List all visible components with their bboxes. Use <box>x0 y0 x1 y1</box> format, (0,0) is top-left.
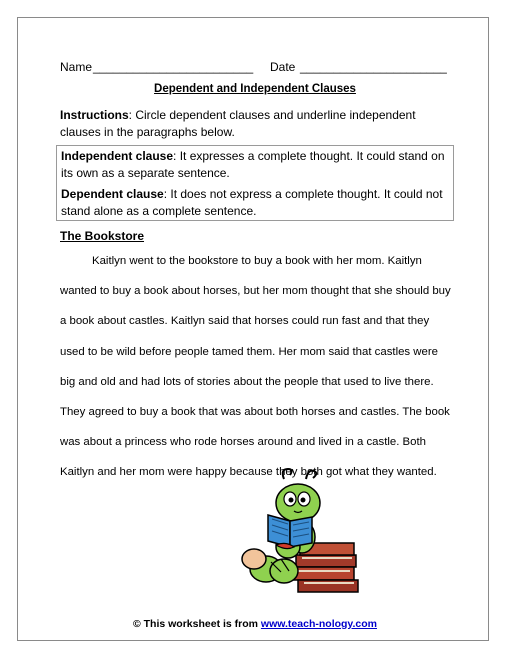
date-label: Date <box>270 60 296 74</box>
footer <box>0 618 510 630</box>
independent-definition <box>61 148 449 182</box>
independent-text: : It expresses a complete thought. It could stand on its own as a separate sentence. <box>61 149 445 180</box>
dependent-definition <box>61 186 449 220</box>
definitions-box <box>56 145 454 221</box>
worksheet-title: Dependent and Independent Clauses <box>154 83 356 95</box>
date-blank[interactable]: ______________________ <box>300 60 447 74</box>
instructions-text: : Circle dependent clauses and underline independent clauses in the paragraphs below. <box>60 108 416 139</box>
name-blank[interactable]: ________________________ <box>93 60 254 74</box>
footer-link[interactable]: www.teach-nology.com <box>260 618 378 630</box>
dependent-term: Dependent clause <box>61 187 164 201</box>
footer-text: © This worksheet is from <box>132 618 261 630</box>
story-title: The Bookstore <box>60 229 145 243</box>
name-label: Name <box>60 60 93 74</box>
bookworm-reading-illustration <box>226 467 366 595</box>
instructions-label: Instructions <box>60 108 129 122</box>
instructions <box>60 107 445 141</box>
worm-head-icon <box>276 469 320 522</box>
dependent-text: : It does not express a complete thought. It could not stand alone as a complete sentence. <box>61 187 443 218</box>
independent-term: Independent clause <box>61 149 174 163</box>
story-paragraph: Kaitlyn went to the bookstore to buy a book with her mom. Kaitlyn wanted to buy a book about horses, but her mom thought that she should buy a book about castles. Kaitlyn said that horses could run fast and that they used to be wild before people tamed them. Her mom said that castles were big and old and had lots of stories about the people that used to live there. They agreed to buy a book that was about both horses and castles. The book was about a princess who rode horses around and lived in a castle. Both Kaitlyn and her mom were happy because they both got what they wanted. <box>60 255 451 479</box>
